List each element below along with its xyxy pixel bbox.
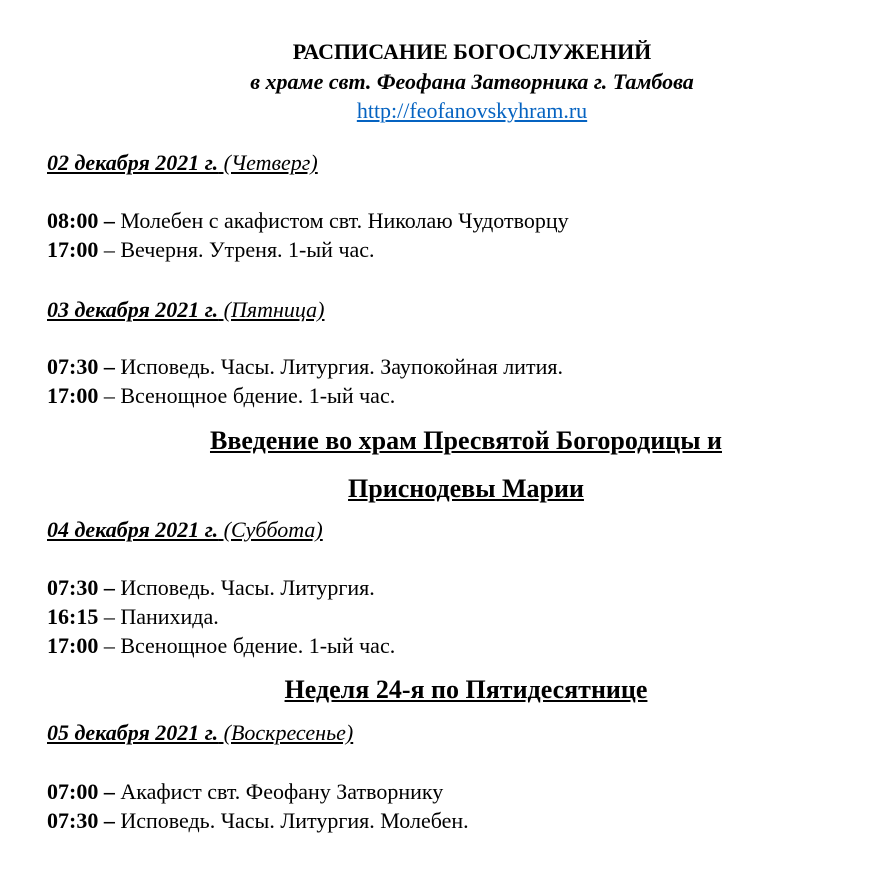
- website-link-row: [0, 97, 872, 125]
- service-entry: [47, 574, 375, 602]
- weekday-text: (Пятница): [218, 297, 325, 322]
- service-entry: [47, 603, 219, 631]
- date-text: 02 декабря 2021 г.: [47, 150, 219, 175]
- service-description: – Панихида.: [98, 604, 219, 629]
- weekday-text: (Четверг): [218, 150, 318, 175]
- service-time: 16:15: [47, 604, 99, 629]
- service-entry: [47, 778, 443, 806]
- service-entry: [47, 807, 469, 835]
- date-text: 04 декабря 2021 г.: [47, 517, 219, 542]
- date-heading-dec-05: [47, 719, 353, 747]
- feast-title-line: Неделя 24-я по Пятидесятнице: [284, 675, 648, 704]
- service-entry: [47, 236, 375, 264]
- date-text: 03 декабря 2021 г.: [47, 297, 219, 322]
- service-time: 07:30 –: [47, 575, 115, 600]
- page-subtitle: в храме свт. Феофана Затворника г. Тамбова: [250, 69, 694, 94]
- service-description: Акафист свт. Феофану Затворнику: [114, 779, 444, 804]
- service-time: 17:00: [47, 383, 99, 408]
- service-time: 08:00 –: [47, 208, 115, 233]
- service-entry: [47, 207, 569, 235]
- weekday-text: (Воскресенье): [218, 720, 354, 745]
- service-time: 17:00: [47, 633, 99, 658]
- service-description: – Всенощное бдение. 1-ый час.: [98, 633, 396, 658]
- service-entry: [47, 353, 563, 381]
- date-heading-dec-02: [47, 149, 318, 177]
- service-description: – Вечерня. Утреня. 1-ый час.: [98, 237, 375, 262]
- date-heading-dec-04: [47, 516, 323, 544]
- service-description: Исповедь. Часы. Литургия.: [114, 575, 375, 600]
- service-description: – Всенощное бдение. 1-ый час.: [98, 383, 396, 408]
- service-time: 07:30 –: [47, 808, 115, 833]
- service-time: 17:00: [47, 237, 99, 262]
- page-title: РАСПИСАНИЕ БОГОСЛУЖЕНИЙ: [292, 39, 652, 64]
- service-time: 07:00 –: [47, 779, 115, 804]
- feast-title-line: Введение во храм Пресвятой Богородицы и: [209, 426, 722, 455]
- weekday-text: (Суббота): [218, 517, 323, 542]
- website-link[interactable]: http://feofanovskyhram.ru: [356, 98, 588, 123]
- feast-title-line: Приснодевы Марии: [348, 474, 584, 503]
- service-description: Молебен с акафистом свт. Николаю Чудотворцу: [114, 208, 569, 233]
- service-time: 07:30 –: [47, 354, 115, 379]
- service-description: Исповедь. Часы. Литургия. Молебен.: [114, 808, 469, 833]
- date-text: 05 декабря 2021 г.: [47, 720, 219, 745]
- service-entry: [47, 382, 395, 410]
- service-entry: [47, 632, 395, 660]
- service-description: Исповедь. Часы. Литургия. Заупокойная лития.: [114, 354, 563, 379]
- date-heading-dec-03: [47, 296, 324, 324]
